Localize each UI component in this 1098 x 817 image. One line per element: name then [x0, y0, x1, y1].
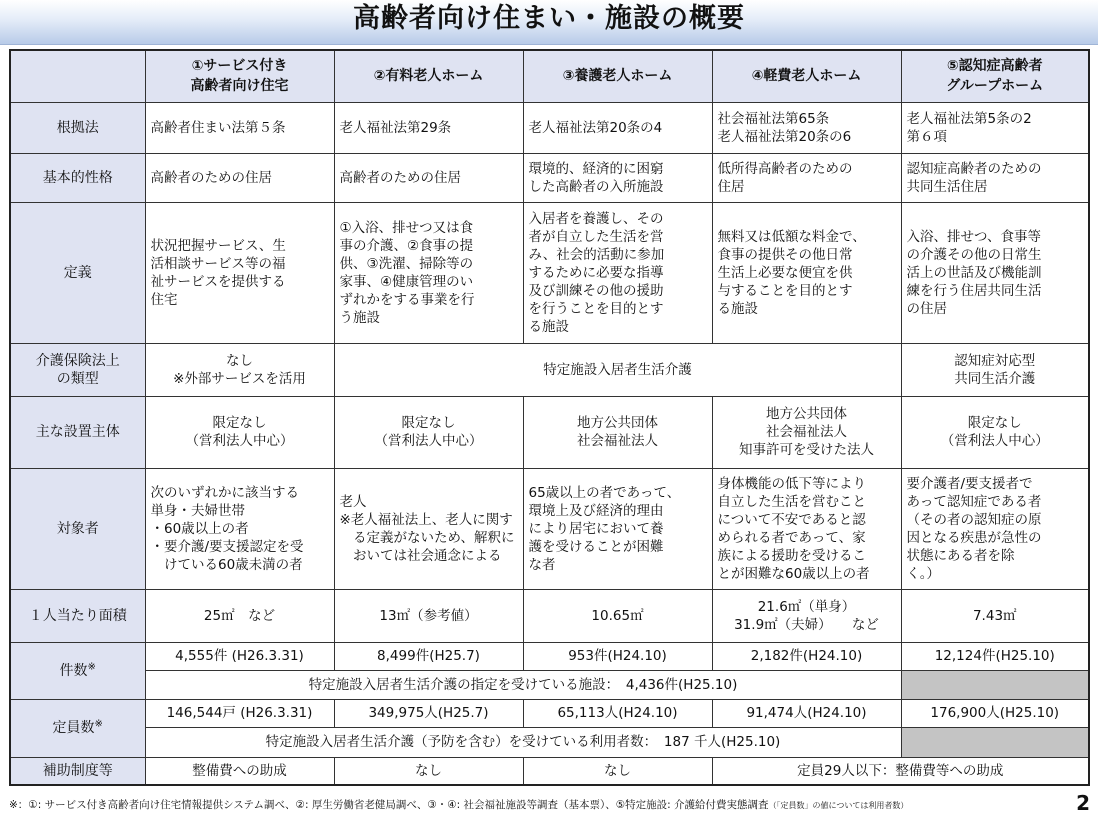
cell-capacity-3: 65,113人(H24.10)	[523, 699, 712, 727]
text-line: 介護保険法上	[35, 352, 120, 369]
cell-basic-nature-5	[901, 153, 1089, 202]
text-line: 高齢者のための住居	[150, 169, 272, 186]
text-line: の介護その他の日常生	[906, 246, 1042, 263]
row-header-count	[10, 642, 145, 699]
text-line: 7.43㎡	[972, 607, 1017, 624]
text-line: 身体機能の低下等により	[717, 475, 866, 492]
text-line: 入浴、排せつ、食事等	[906, 228, 1041, 245]
text-line: る施設	[717, 300, 758, 317]
row-care-type	[10, 343, 1089, 396]
row-count	[10, 642, 1089, 670]
text-line: 活上の世話及び機能訓	[906, 264, 1042, 281]
text-line: ③養護老人ホーム	[562, 68, 673, 85]
cell-basic-nature-4	[712, 153, 901, 202]
cell-count-3: 953件(H24.10)	[523, 642, 712, 670]
text-line: 25㎡ など	[203, 607, 276, 624]
cell-definition-2	[334, 202, 523, 343]
cell-area-3	[523, 589, 712, 642]
footnote	[9, 797, 908, 812]
count-label: 件数	[59, 662, 88, 679]
text-line: 社会福祉法人	[766, 424, 847, 440]
text-line: 認知症対応型	[954, 352, 1036, 369]
cell-care-type-1	[145, 343, 334, 396]
text-line: 活相談サービス等の福	[150, 255, 286, 272]
cell-count-sub: 特定施設入居者生活介護の指定を受けている施設： 4,436件(H25.10)	[145, 670, 901, 699]
text-line: 限定なし	[212, 415, 267, 431]
cell-capacity-2: 349,975人(H25.7)	[334, 699, 523, 727]
row-header-subsidy: 補助制度等	[10, 757, 145, 785]
text-line: 高齢者向け住宅	[190, 78, 289, 95]
text-line: 老人福祉法第20条の6	[717, 128, 852, 145]
text-line: 族による援助を受けるこ	[717, 547, 866, 564]
text-line: 認知症高齢者のための	[906, 160, 1042, 177]
text-line: （営利法人中心）	[374, 433, 483, 449]
text-line: 老人福祉法第20条の4	[528, 119, 663, 136]
row-header-area: １人当たり面積	[10, 589, 145, 642]
cell-target-3	[523, 468, 712, 589]
cell-basic-nature-2	[334, 153, 523, 202]
text-line: 祉サービスを提供する	[150, 273, 286, 290]
text-line: 13㎡（参考値）	[379, 607, 478, 624]
row-header-care-type	[10, 343, 145, 396]
text-line: 住宅	[150, 291, 178, 308]
text-line: の住居	[906, 300, 947, 317]
text-line: 状態にある者を除	[906, 547, 1015, 564]
text-line: 家事、④健康管理のい	[339, 273, 474, 290]
cell-target-2	[334, 468, 523, 589]
page-title: 高齢者向け住まい・施設の概要	[353, 3, 745, 34]
cell-target-5	[901, 468, 1089, 589]
header-row	[10, 50, 1089, 102]
text-line: 老人福祉法第5条の2	[906, 110, 1032, 127]
text-line: 限定なし	[967, 415, 1022, 431]
text-line: められる者であって、家	[717, 529, 866, 546]
text-line: の類型	[56, 370, 99, 387]
cell-count-5: 12,124件(H25.10)	[901, 642, 1089, 670]
text-line: 31.9㎡（夫婦） など	[734, 616, 879, 633]
text-line: 地方公共団体	[577, 415, 658, 431]
row-basic-nature	[10, 153, 1089, 202]
text-line: 因となる疾患が急性の	[906, 529, 1042, 546]
text-line: 自立した生活を営むこと	[717, 493, 866, 510]
row-legal-basis	[10, 102, 1089, 153]
text-line: した高齢者の入所施設	[528, 178, 664, 195]
cell-legal-basis-4	[712, 102, 901, 153]
text-line: 単身・夫婦世帯	[150, 502, 245, 519]
cell-capacity-1: 146,544戸 (H26.3.31)	[145, 699, 334, 727]
text-line: 護を受けることが困難	[528, 538, 664, 555]
cell-operator-5	[901, 396, 1089, 468]
text-line: ②有料老人ホーム	[373, 68, 484, 85]
target-2-head: 老人	[339, 493, 367, 510]
overview-table	[9, 49, 1090, 786]
text-line: けている60歳未満の者	[150, 556, 303, 573]
text-line: 環境上及び経済的理由	[528, 502, 664, 519]
text-line: 練を行う住居共同生活	[906, 282, 1042, 299]
row-header-legal-basis: 根拠法	[10, 102, 145, 153]
text-line: 21.6㎡（単身）	[757, 598, 856, 615]
text-line: る施設	[528, 318, 569, 335]
text-line: 者が自立した生活を営	[528, 228, 664, 245]
text-line: 知事許可を受けた法人	[739, 442, 874, 458]
text-line: 限定なし	[401, 415, 456, 431]
col-header-4	[712, 50, 901, 102]
cell-definition-3	[523, 202, 712, 343]
footnote-small: （「定員数」の値については利用者数）	[768, 801, 909, 810]
text-line: を行うことを目的とす	[528, 300, 664, 317]
text-line: 高齢者住まい法第５条	[150, 119, 286, 136]
cell-count-2: 8,499件(H25.7)	[334, 642, 523, 670]
cell-legal-basis-5	[901, 102, 1089, 153]
text-line: について不安であると認	[717, 511, 866, 528]
capacity-mark: ※	[94, 718, 103, 730]
row-header-target: 対象者	[10, 468, 145, 589]
row-target	[10, 468, 1089, 589]
text-line: ①入浴、排せつ又は食	[339, 219, 474, 236]
cell-definition-5	[901, 202, 1089, 343]
cell-operator-3	[523, 396, 712, 468]
text-line: するために必要な指導	[528, 264, 664, 281]
text-line: ・要介護/要支援認定を受	[150, 538, 304, 555]
row-header-operator: 主な設置主体	[10, 396, 145, 468]
text-line: 食事の提供その他日常	[717, 246, 853, 263]
cell-care-type-5	[901, 343, 1089, 396]
text-line: 共同生活介護	[954, 370, 1036, 387]
text-line: ⑤認知症高齢者	[946, 58, 1043, 75]
cell-operator-2	[334, 396, 523, 468]
cell-basic-nature-1	[145, 153, 334, 202]
row-definition	[10, 202, 1089, 343]
row-capacity	[10, 699, 1089, 727]
capacity-label: 定員数	[52, 720, 95, 736]
cell-area-4	[712, 589, 901, 642]
text-line: なし	[226, 352, 253, 369]
text-line: 及び訓練その他の援助	[528, 282, 664, 299]
text-line: グループホーム	[946, 78, 1044, 95]
cell-subsidy-3: なし	[523, 757, 712, 785]
cell-target-1	[145, 468, 334, 589]
row-count-sub	[10, 670, 1089, 699]
row-subsidy	[10, 757, 1089, 785]
text-line: 与することを目的とす	[717, 282, 853, 299]
cell-capacity-5: 176,900人(H25.10)	[901, 699, 1089, 727]
cell-count-1: 4,555件 (H26.3.31)	[145, 642, 334, 670]
text-line: 無料又は低額な料金で、	[717, 228, 866, 245]
text-line: ずれかをする事業を行	[339, 291, 475, 308]
cell-count-sub-blank	[901, 670, 1089, 699]
text-line: 10.65㎡	[591, 607, 644, 624]
cell-area-5	[901, 589, 1089, 642]
cell-subsidy-1: 整備費への助成	[145, 757, 334, 785]
cell-legal-basis-1	[145, 102, 334, 153]
cell-operator-4	[712, 396, 901, 468]
cell-definition-4	[712, 202, 901, 343]
cell-operator-1	[145, 396, 334, 468]
text-line: （その者の認知症の原	[906, 511, 1042, 528]
text-line: とが困難な60歳以上の者	[717, 565, 870, 582]
text-line: ・60歳以上の者	[150, 520, 249, 537]
page-number: 2	[1076, 791, 1090, 815]
text-line: 供、③洗濯、掃除等の	[339, 255, 474, 272]
cell-capacity-sub: 特定施設入居者生活介護（予防を含む）を受けている利用者数： 187 千人(H25.10)	[145, 727, 901, 757]
cell-subsidy-45: 定員29人以下：整備費等への助成	[712, 757, 1089, 785]
cell-area-2	[334, 589, 523, 642]
text-line: あって認知症である者	[906, 493, 1042, 510]
row-capacity-sub	[10, 727, 1089, 757]
text-line: 高齢者のための住居	[339, 169, 461, 186]
text-line: う施設	[339, 309, 380, 326]
col-header-3	[523, 50, 712, 102]
row-operator	[10, 396, 1089, 468]
text-line: な者	[528, 556, 556, 573]
text-line: 第６項	[906, 128, 947, 145]
col-header-5	[901, 50, 1089, 102]
text-line: 状況把握サービス、生	[150, 237, 286, 254]
cell-count-4: 2,182件(H24.10)	[712, 642, 901, 670]
text-line: （営利法人中心）	[940, 433, 1049, 449]
text-line: により居宅において養	[528, 520, 664, 537]
text-line: 要介護者/要支援者で	[906, 475, 1033, 492]
cell-capacity-sub-blank	[901, 727, 1089, 757]
col-header-2	[334, 50, 523, 102]
col-header-1	[145, 50, 334, 102]
row-header-basic-nature: 基本的性格	[10, 153, 145, 202]
header-corner	[10, 50, 145, 102]
text-line: 社会福祉法第65条	[717, 110, 830, 127]
text-line: ※外部サービスを活用	[173, 370, 306, 387]
text-line: （営利法人中心）	[185, 433, 294, 449]
cell-legal-basis-2	[334, 102, 523, 153]
text-line: 次のいずれかに該当する	[150, 484, 299, 501]
target-2-note: ※老人福祉法上、老人に関する定義がないため、解釈においては社会通念による	[339, 511, 515, 564]
text-line: 低所得高齢者のための	[717, 160, 853, 177]
text-line: ④軽費老人ホーム	[751, 68, 862, 85]
text-line: 環境的、経済的に困窮	[528, 160, 664, 177]
row-header-definition: 定義	[10, 202, 145, 343]
text-line: 社会福祉法人	[577, 433, 658, 449]
text-line: 共同生活住居	[906, 178, 988, 195]
count-mark: ※	[87, 660, 96, 672]
text-line: く。）	[906, 565, 940, 582]
cell-capacity-4: 91,474人(H24.10)	[712, 699, 901, 727]
text-line: 生活上必要な便宜を供	[717, 264, 853, 281]
cell-legal-basis-3	[523, 102, 712, 153]
cell-area-1	[145, 589, 334, 642]
row-area	[10, 589, 1089, 642]
text-line: 老人福祉法第29条	[339, 119, 452, 136]
cell-target-4	[712, 468, 901, 589]
row-header-capacity	[10, 699, 145, 757]
text-line: 65歳以上の者であって、	[528, 484, 681, 501]
footnote-main: ※：①: サービス付き高齢者向け住宅情報提供システム調べ、②: 厚生労働省老健局調べ、③・④: 社会福祉施設等調査（基本票）、⑤特定施設: 介護給付費実態調査	[9, 799, 769, 811]
cell-subsidy-2: なし	[334, 757, 523, 785]
cell-care-type-merged: 特定施設入居者生活介護	[334, 343, 901, 396]
text-line: 地方公共団体	[766, 406, 847, 422]
cell-basic-nature-3	[523, 153, 712, 202]
text-line: 住居	[717, 178, 745, 195]
cell-definition-1	[145, 202, 334, 343]
text-line: 事の介護、②食事の提	[339, 237, 474, 254]
text-line: み、社会的活動に参加	[528, 246, 665, 263]
text-line: ①サービス付き	[191, 58, 288, 75]
text-line: 入居者を養護し、その	[528, 210, 664, 227]
overview-table-wrapper	[9, 49, 1090, 786]
